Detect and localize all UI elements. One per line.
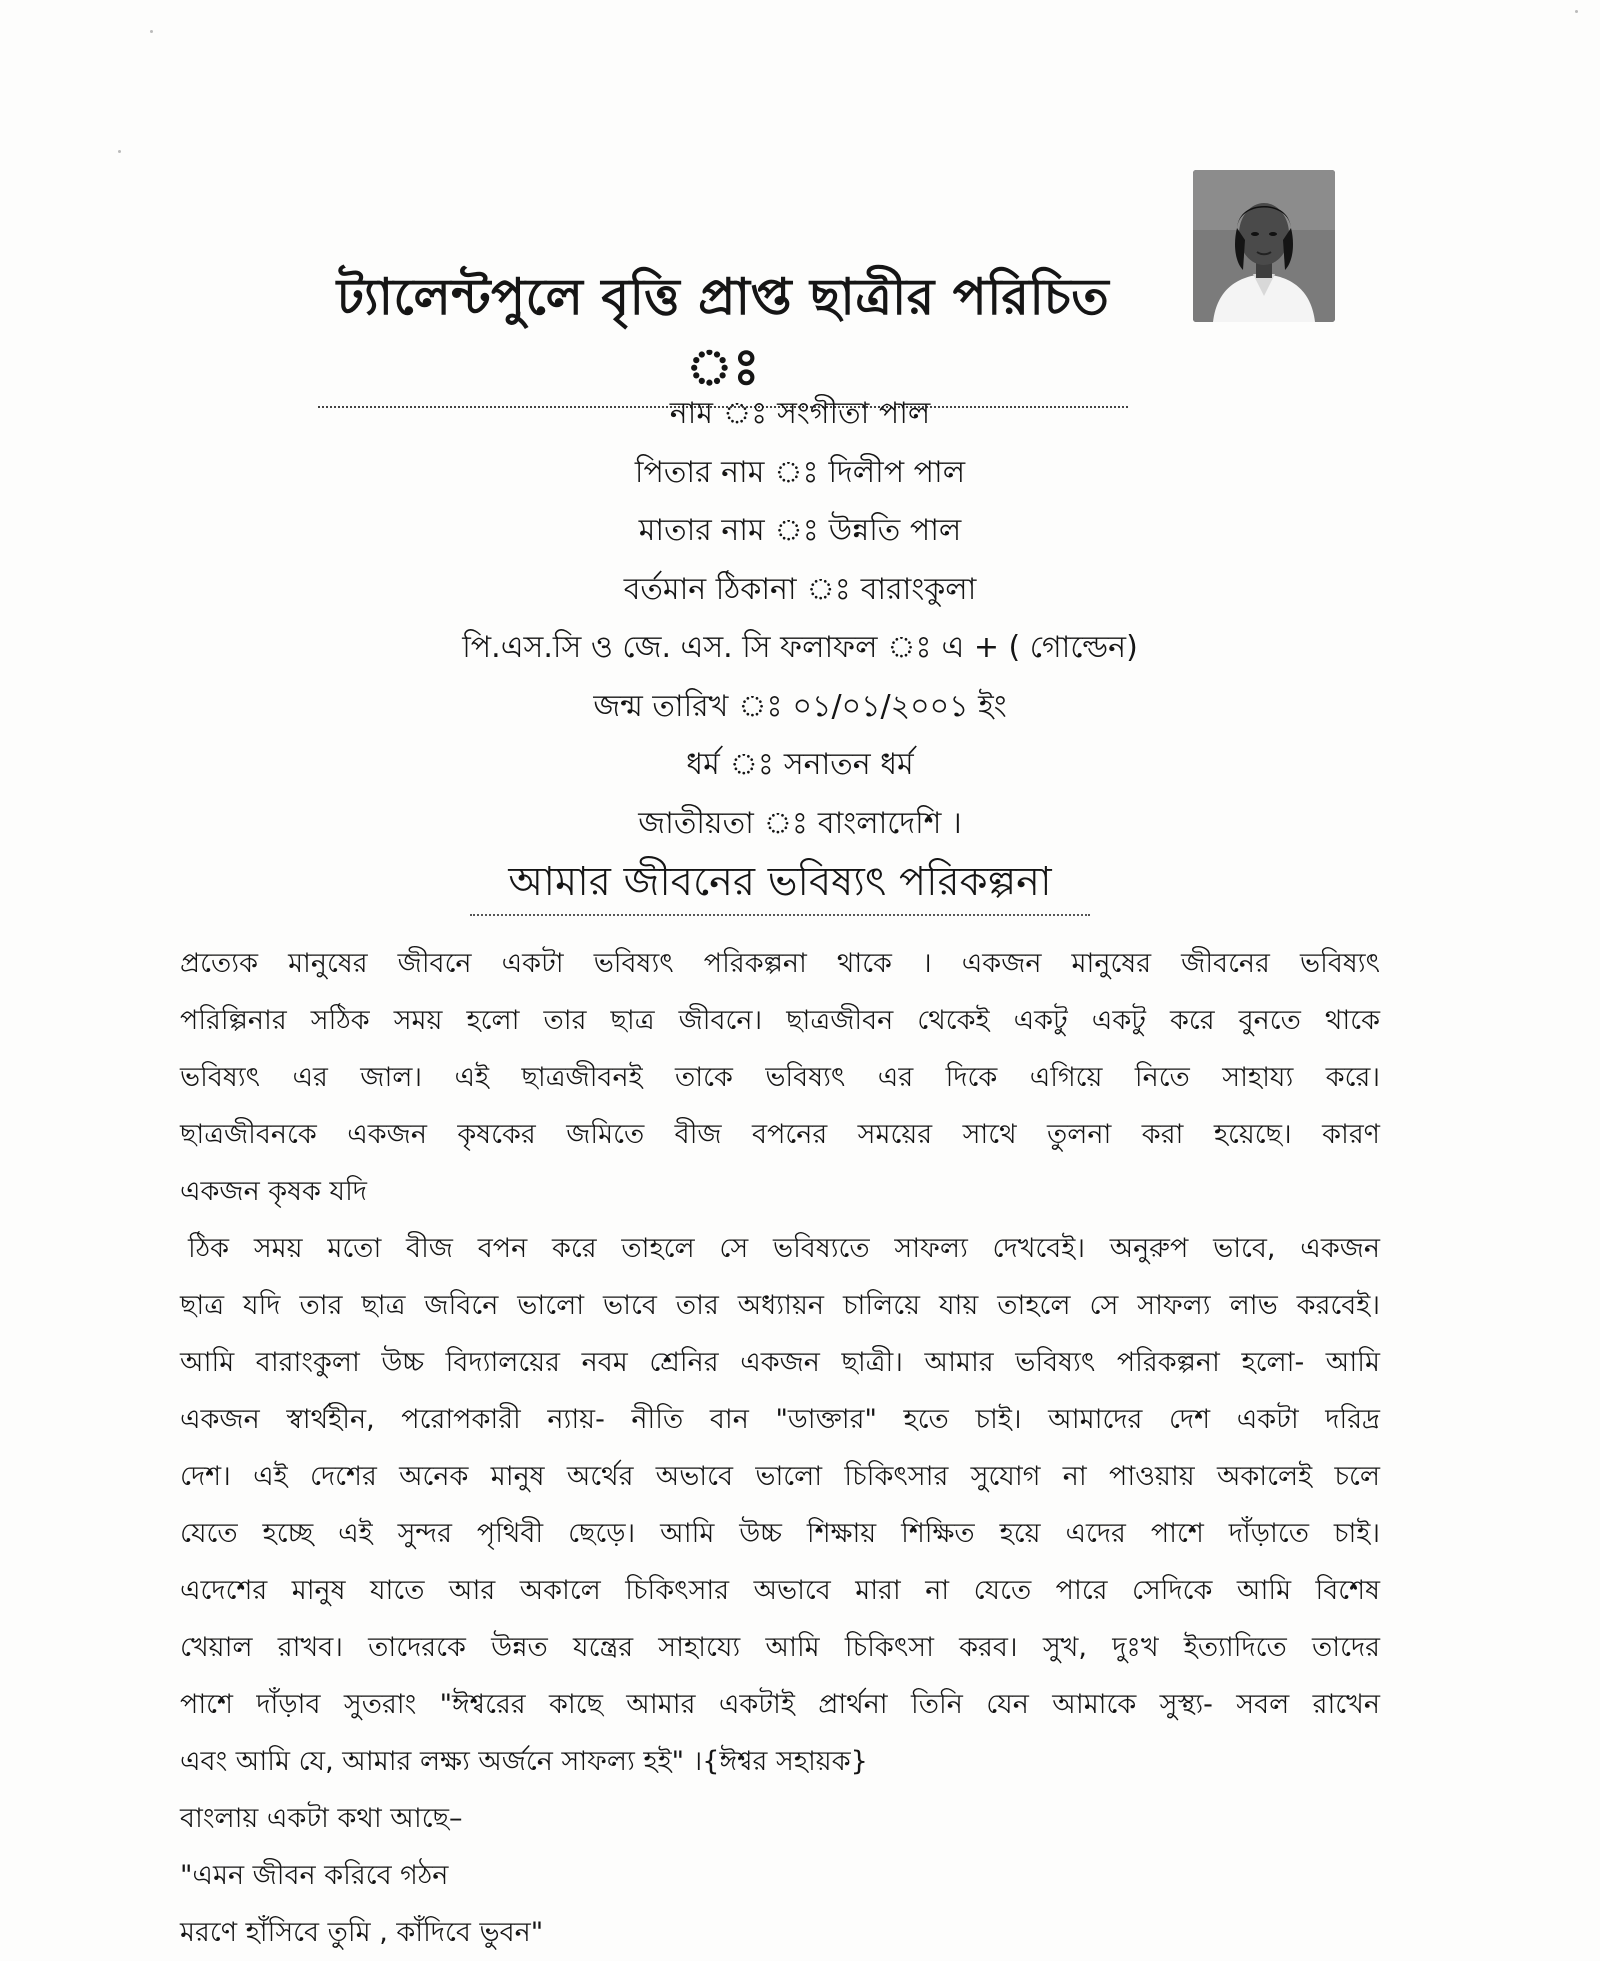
body-line: পাশে দাঁড়াব সুতরাং "ঈশ্বরের কাছে আমার একটাই প্রার্থনা তিনি যেন আমাকে সুস্থ্য- সবল রাখেন (180, 1689, 1380, 1720)
body-line: যেতে হচ্ছে এই সুন্দর পৃথিবী ছেড়ে। আমি উচ্চ শিক্ষায় শিক্ষিত হয়ে এদের পাশে দাঁড়াতে চাই। (180, 1518, 1380, 1549)
body-line: ছাত্র যদি তার ছাত্র জবিনে ভালো ভাবে তার অধ্যায়ন চালিয়ে যায় তাহলে সে সাফল্য লাভ করবেই। (180, 1290, 1380, 1321)
body-line: খেয়াল রাখব। তাদেরকে উন্নত যন্ত্রের সাহায্যে আমি চিকিৎসা করব। সুখ, দুঃখ ইত্যাদিতে তাদের (180, 1632, 1380, 1663)
body-line: ভবিষ্যৎ এর জাল। এই ছাত্রজীবনই তাকে ভবিষ্যৎ এর দিকে এগিয়ে নিতে সাহায্য করে। (180, 1062, 1380, 1093)
quote-line: মরণে হাঁসিবে তুমি , কাঁদিবে ভুবন" (180, 1917, 544, 1948)
info-separator: ঃ (729, 747, 774, 782)
body-line: পরিল্পিনার সঠিক সময় হলো তার ছাত্র জীবনে। ছাত্রজীবন থেকেই একটু একটু করে বুনতে থাকে (180, 1005, 1380, 1036)
info-label: পিতার নাম (634, 454, 765, 490)
student-photo (1193, 170, 1335, 322)
info-row-father (0, 444, 1600, 503)
info-label: জন্ম তারিখ (593, 688, 729, 724)
essay-body (180, 935, 1380, 1961)
info-value: উন্নতি পাল (828, 513, 962, 548)
student-photo-icon (1193, 170, 1335, 322)
info-separator: ঃ (774, 513, 819, 548)
info-separator: ঃ (763, 805, 808, 841)
quote-line: "এমন জীবন করিবে গঠন (180, 1860, 449, 1891)
info-value: সংগীতা পাল (777, 396, 931, 431)
scan-speck (150, 30, 153, 33)
info-row-name (0, 385, 1600, 444)
info-row-address (0, 561, 1600, 620)
body-line: আমি বারাংকুলা উচ্চ বিদ্যালয়ের নবম শ্রেনির একজন ছাত্রী। আমার ভবিষ্যৎ পরিকল্পনা হলো- আমি (180, 1347, 1380, 1378)
body-line: ছাত্রজীবনকে একজন কৃষকের জমিতে বীজ বপনের সময়ের সাথে তুলনা করা হয়েছে। কারণ (180, 1119, 1380, 1150)
body-line: একজন কৃষক যদি (180, 1176, 367, 1207)
body-line: বাংলায় একটা কথা আছে– (180, 1803, 463, 1834)
info-label: নাম (669, 396, 714, 431)
info-value: সনাতন ধর্ম (783, 747, 914, 782)
scan-speck (1575, 10, 1578, 13)
info-value: বারাংকুলা (860, 571, 977, 607)
info-label: মাতার নাম (638, 513, 765, 548)
info-row-religion (0, 736, 1600, 795)
info-row-mother (0, 502, 1600, 561)
info-label: বর্তমান ঠিকানা (623, 571, 797, 607)
info-label: পি.এস.সি ও জে. এস. সি ফলাফল (462, 630, 878, 665)
page-title: ট্যালেন্টপুলে বৃত্তি প্রাপ্ত ছাত্রীর পরিচিত ঃ (318, 262, 1128, 408)
body-line: একজন স্বার্থহীন, পরোপকারী ন্যায়- নীতি বান "ডাক্তার" হতে চাই। আমাদের দেশ একটা দরিদ্র (180, 1404, 1380, 1435)
body-line: প্রত্যেক মানুষের জীবনে একটা ভবিষ্যৎ পরিকল্পনা থাকে । একজন মানুষের জীবনের ভবিষ্যৎ (180, 948, 1380, 979)
info-value: ০১/০১/২০০১ ইং (792, 688, 1007, 724)
info-separator: ঃ (738, 688, 783, 724)
body-line: ঠিক সময় মতো বীজ বপন করে তাহলে সে ভবিষ্যতে সাফল্য দেখবেই। অনুরুপ ভাবে, একজন (188, 1233, 1380, 1264)
info-value: এ + ( গোল্ডেন) (941, 630, 1138, 665)
info-separator: ঃ (723, 396, 768, 431)
body-line: এদেশের মানুষ যাতে আর অকালে চিকিৎসার অভাবে মারা না যেতে পারে সেদিকে আমি বিশেষ (180, 1575, 1380, 1606)
body-line: এবং আমি যে, আমার লক্ষ্য অর্জনে সাফল্য হই" ।{ঈশ্বর সহায়ক} (180, 1746, 868, 1777)
body-line: দেশ। এই দেশের অনেক মানুষ অর্থের অভাবে ভালো চিকিৎসার সুযোগ না পাওয়ায় অকালেই চলে (180, 1461, 1380, 1492)
section-title: আমার জীবনের ভবিষ্যৎ পরিকল্পনা (470, 852, 1090, 916)
info-label: জাতীয়তা (638, 805, 754, 841)
info-label: ধর্ম (686, 747, 720, 782)
info-row-result (0, 619, 1600, 678)
info-separator: ঃ (774, 454, 819, 490)
info-separator: ঃ (806, 571, 851, 607)
student-info (0, 385, 1600, 853)
info-row-nationality (0, 795, 1600, 854)
info-separator: ঃ (887, 630, 932, 665)
info-row-birthdate (0, 678, 1600, 737)
scan-speck (118, 150, 121, 153)
info-value: বাংলাদেশি । (817, 805, 962, 841)
info-value: দিলীপ পাল (828, 454, 966, 490)
